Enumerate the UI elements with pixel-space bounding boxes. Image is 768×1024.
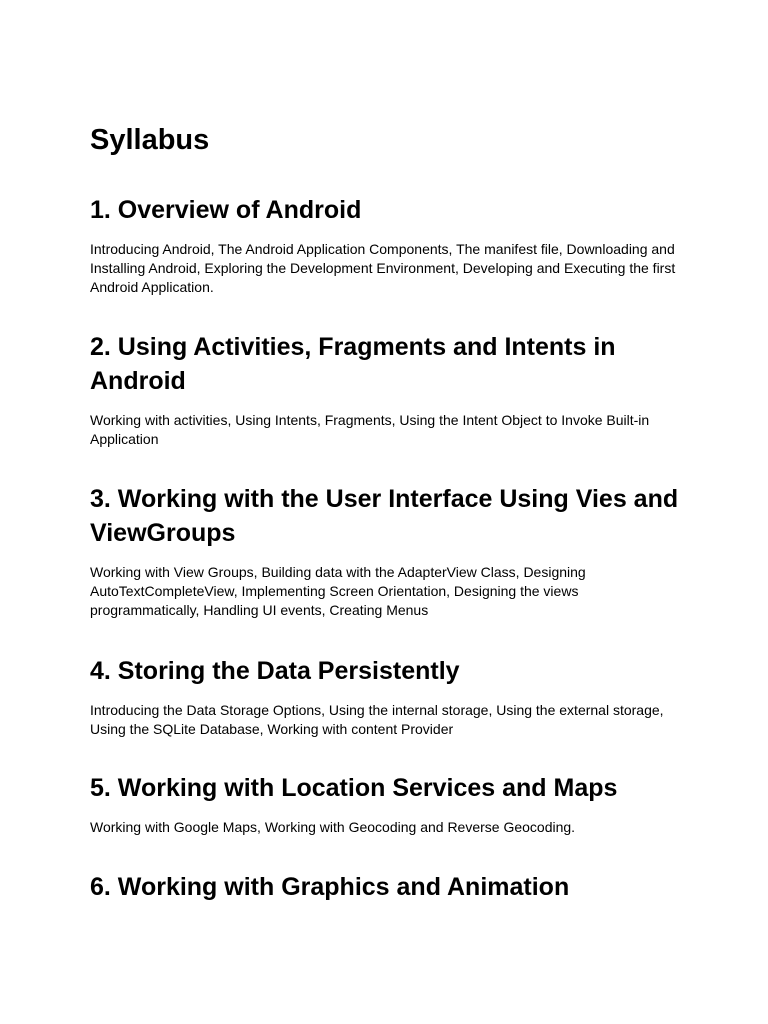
- section-body: Working with Google Maps, Working with Geocoding and Reverse Geocoding.: [90, 819, 576, 835]
- section-heading: 4. Storing the Data Persistently: [90, 657, 460, 685]
- section-body: Introducing Android, The Android Application Components, The manifest file, Downloading and Installing Android, Exploring the Development Environment, Developing and Executing the first Android Application.: [90, 241, 676, 295]
- document-title: Syllabus: [90, 124, 210, 156]
- section-location-maps: [90, 771, 690, 837]
- section-storing-data: [90, 654, 690, 739]
- section-overview-of-android: [90, 193, 690, 297]
- section-heading: 3. Working with the User Interface Using Vies and ViewGroups: [90, 485, 679, 547]
- section-body: Working with activities, Using Intents, Fragments, Using the Intent Object to Invoke Built-in Application: [90, 412, 650, 447]
- section-heading: 1. Overview of Android: [90, 196, 362, 224]
- section-activities-fragments-intents: [90, 330, 690, 449]
- section-user-interface: [90, 482, 690, 620]
- section-body: Working with View Groups, Building data with the AdapterView Class, Designing AutoTextCompleteView, Implementing Screen Orientation, Designing the views programmatically, Handling UI events, Creating Menus: [90, 564, 586, 618]
- section-graphics-animation: [90, 870, 690, 904]
- section-heading: 6. Working with Graphics and Animation: [90, 873, 570, 901]
- section-body: Introducing the Data Storage Options, Using the internal storage, Using the external storage, Using the SQLite Database, Working with content Provider: [90, 702, 664, 737]
- section-heading: 2. Using Activities, Fragments and Intents in Android: [90, 333, 616, 395]
- section-heading: 5. Working with Location Services and Maps: [90, 774, 618, 802]
